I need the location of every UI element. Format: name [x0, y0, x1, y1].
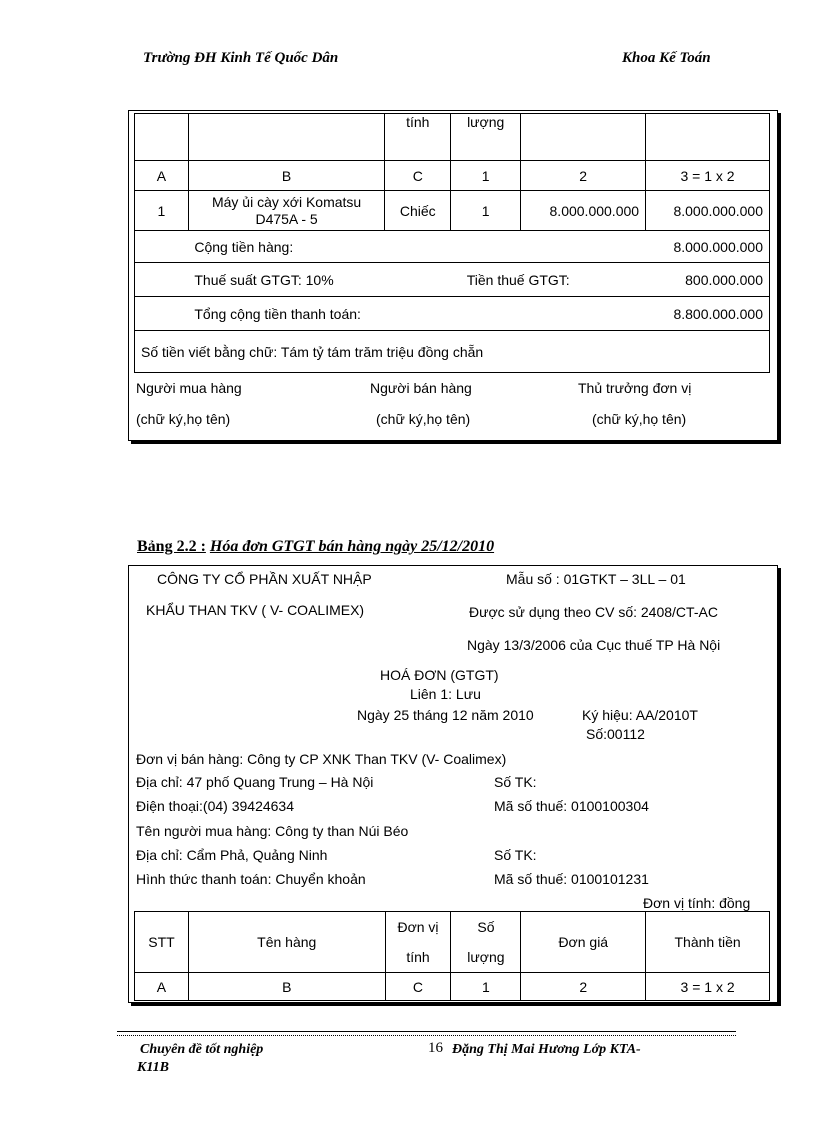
col-header-qty-line2: lượng — [467, 949, 505, 965]
invoice-number: Số:00112 — [586, 726, 645, 742]
col-header-amount: Thành tiền — [646, 912, 770, 973]
footer-left-line1: Chuyên đề tốt nghiệp — [140, 1042, 264, 1057]
invoice-symbol: Ký hiệu: AA/2010T — [582, 707, 698, 723]
index-cell: A — [135, 973, 189, 1001]
footer-page-number: 16 — [428, 1040, 443, 1056]
vat-rate: Thuế suất GTGT: 10% — [188, 263, 450, 297]
buyer-account: Số TK: — [494, 847, 537, 863]
invoice-title: HOÁ ĐƠN (GTGT) — [380, 667, 499, 683]
buyer-tax-code: Mã số thuế: 0100101231 — [494, 871, 649, 887]
footer-divider-dotted — [117, 1035, 736, 1036]
col-header-name: Tên hàng — [188, 912, 385, 973]
seller-phone: Điện thoại:(04) 39424634 — [136, 798, 295, 814]
table-row — [135, 191, 770, 231]
table-caption — [137, 538, 494, 556]
signature-buyer-note: (chữ ký,họ tên) — [136, 411, 231, 427]
caption-title: Hóa đơn GTGT bán hàng ngày 25/12/2010 — [209, 538, 495, 555]
item-name: Máy ủi cày xới Komatsu D475A - 5 — [188, 191, 384, 231]
table-row — [135, 231, 770, 263]
index-cell: 2 — [521, 973, 646, 1001]
table-row — [135, 114, 770, 161]
signature-seller: Người bán hàng — [370, 380, 472, 396]
col-header-stt: STT — [135, 912, 189, 973]
item-stt: 1 — [135, 191, 189, 231]
col-header-unit — [385, 912, 451, 973]
item-unit: Chiếc — [385, 191, 451, 231]
company-name-line2: KHẨU THAN TKV ( V- COALIMEX) — [146, 602, 365, 618]
top-invoice-table — [134, 113, 770, 373]
subtotal-value: 8.000.000.000 — [646, 231, 770, 263]
total-value: 8.800.000.000 — [646, 297, 770, 331]
signature-seller-note: (chữ ký,họ tên) — [376, 411, 471, 427]
caption-label: Bảng 2.2 : — [137, 538, 206, 555]
index-cell: 2 — [521, 161, 646, 191]
index-cell: 3 = 1 x 2 — [646, 973, 770, 1001]
amount-in-words: Số tiền viết bằng chữ: Tám tỷ tám trăm triệu đồng chẵn — [135, 331, 770, 373]
index-cell: 1 — [451, 973, 521, 1001]
index-cell: A — [135, 161, 189, 191]
index-cell: B — [188, 161, 384, 191]
footer-author: Đặng Thị Mai Hương Lớp KTA- — [452, 1042, 641, 1057]
buyer-address: Địa chỉ: Cẩm Phả, Quảng Ninh — [136, 847, 328, 863]
col-header-price: Đơn giá — [521, 912, 646, 973]
footer-divider — [117, 1031, 736, 1032]
index-cell: B — [188, 973, 385, 1001]
col-header-unit-continued: tính — [385, 114, 451, 161]
col-header-qty — [451, 912, 521, 973]
seller-tax-code: Mã số thuế: 0100100304 — [494, 798, 649, 814]
form-number: Mẫu số : 01GTKT – 3LL – 01 — [506, 571, 686, 587]
payment-method: Hình thức thanh toán: Chuyển khoản — [136, 871, 366, 887]
index-cell: 3 = 1 x 2 — [646, 161, 770, 191]
index-cell: C — [385, 161, 451, 191]
col-header-qty-continued: lượng — [451, 114, 521, 161]
approval-line2: Ngày 13/3/2006 của Cục thuế TP Hà Nội — [467, 637, 721, 653]
item-amount: 8.000.000.000 — [646, 191, 770, 231]
invoice-date: Ngày 25 tháng 12 năm 2010 — [357, 707, 534, 723]
index-cell: C — [385, 973, 451, 1001]
approval-line1: Được sử dụng theo CV số: 2408/CT-AC — [469, 604, 718, 620]
item-qty: 1 — [451, 191, 521, 231]
signature-buyer: Người mua hàng — [136, 380, 242, 396]
invoice-items-table — [134, 911, 770, 1001]
total-label: Tổng cộng tiền thanh toán: — [188, 297, 645, 331]
col-header-qty-line1: Số — [477, 919, 495, 935]
seller-account: Số TK: — [494, 774, 537, 790]
table-row — [135, 912, 770, 973]
invoice-copy: Liên 1: Lưu — [410, 686, 481, 702]
vat-amount-value: 800.000.000 — [646, 263, 770, 297]
seller-address: Địa chỉ: 47 phố Quang Trung – Hà Nội — [136, 774, 374, 790]
currency-unit: Đơn vị tính: đồng — [643, 895, 751, 911]
table-row — [135, 161, 770, 191]
table-row — [135, 973, 770, 1001]
table-row — [135, 263, 770, 297]
seller-unit: Đơn vị bán hàng: Công ty CP XNK Than TKV (V- Coalimex) — [136, 751, 507, 767]
subtotal-label: Cộng tiền hàng: — [188, 231, 645, 263]
header-school: Trường ĐH Kinh Tế Quốc Dân — [143, 50, 339, 66]
company-name-line1: CÔNG TY CỔ PHẦN XUẤT NHẬP — [157, 571, 372, 587]
header-department: Khoa Kế Toán — [622, 50, 711, 66]
footer-left-line2: K11B — [137, 1060, 169, 1075]
table-row — [135, 331, 770, 373]
signature-head-note: (chữ ký,họ tên) — [592, 411, 687, 427]
index-cell: 1 — [451, 161, 521, 191]
buyer-name: Tên người mua hàng: Công ty than Núi Béo — [136, 823, 409, 839]
item-price: 8.000.000.000 — [521, 191, 646, 231]
col-header-unit-line1: Đơn vị — [397, 919, 439, 935]
vat-amount-label: Tiền thuế GTGT: — [451, 263, 646, 297]
signature-head: Thủ trưởng đơn vị — [578, 380, 692, 396]
table-row — [135, 297, 770, 331]
col-header-unit-line2: tính — [406, 949, 430, 965]
